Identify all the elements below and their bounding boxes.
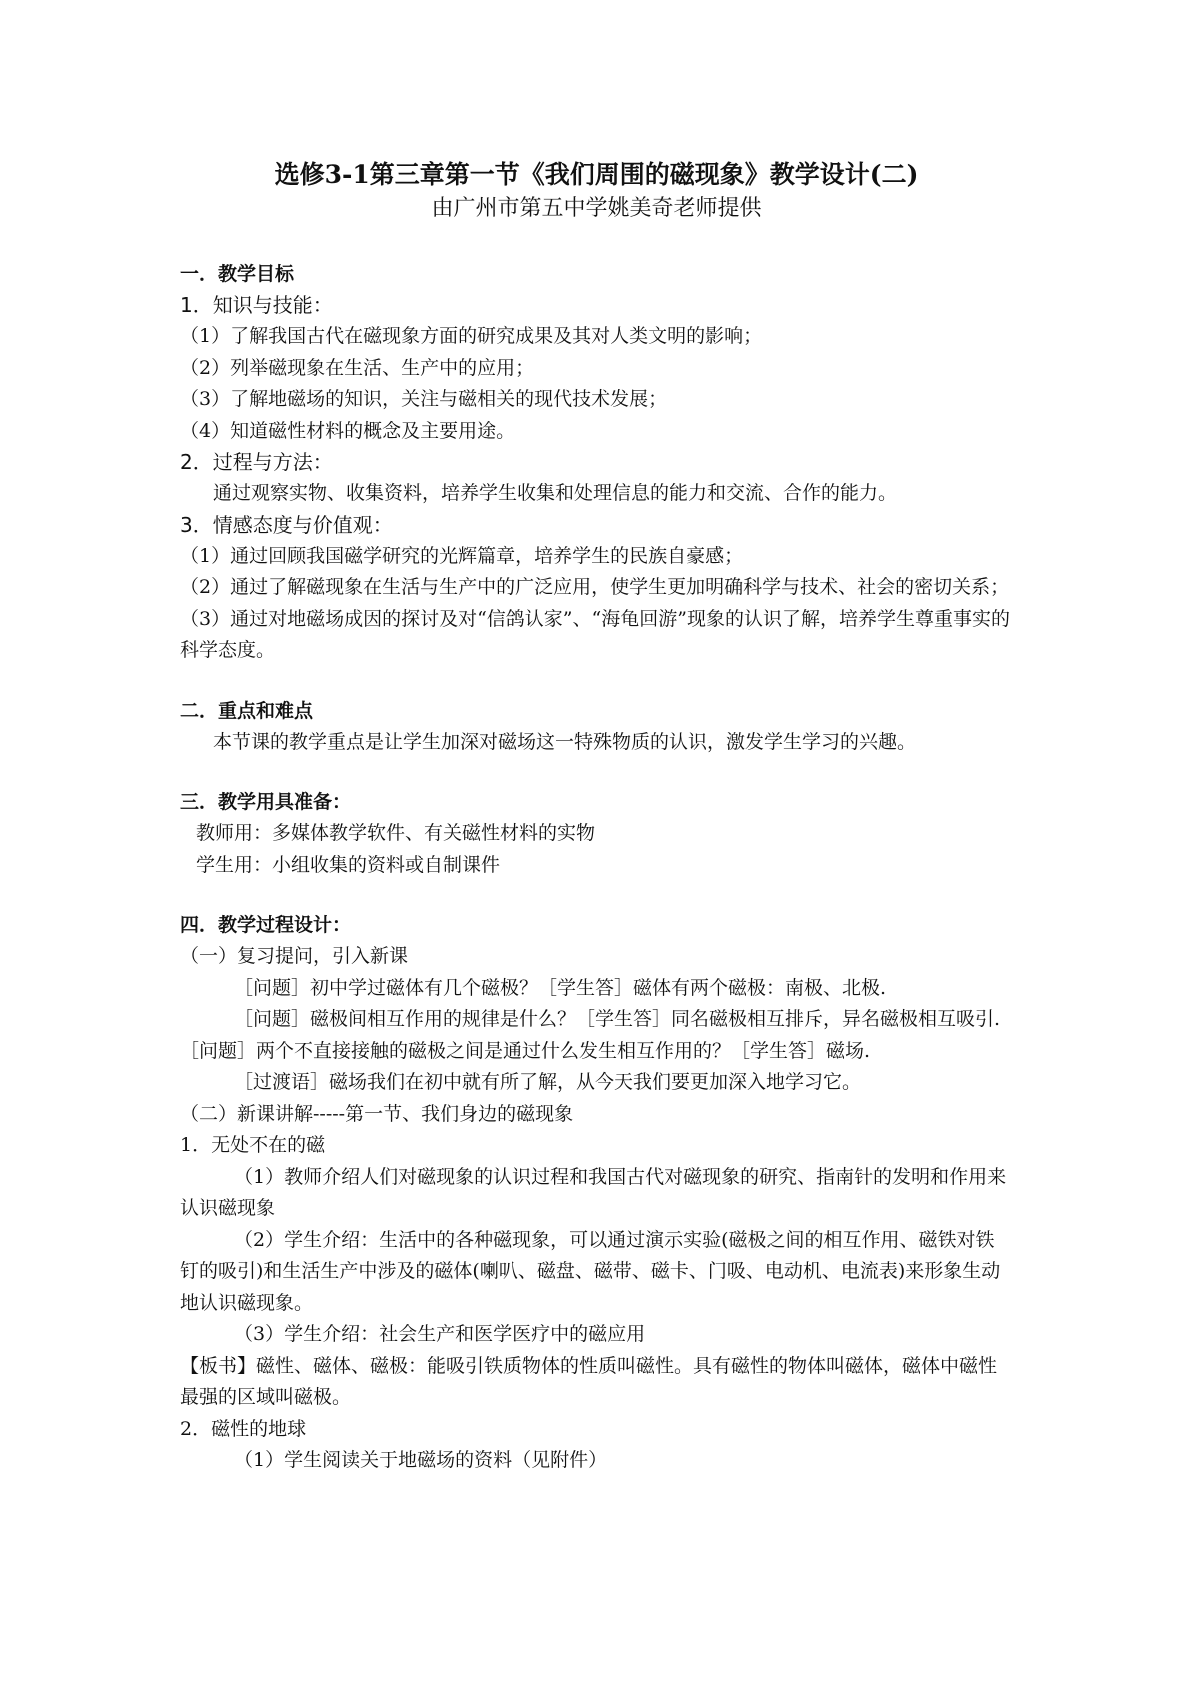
paragraph: （3）学生介绍：社会生产和医学医疗中的磁应用 bbox=[234, 1323, 646, 1345]
document-subtitle: 由广州市第五中学姚美奇老师提供 bbox=[431, 196, 762, 221]
section-1-sub-1-heading: 1．知识与技能： bbox=[180, 293, 333, 317]
list-item: （2）通过了解磁现象在生活与生产中的广泛应用，使学生更加明确科学与技术、社会的密切关系； bbox=[180, 576, 1010, 598]
list-item: 学生用：小组收集的资料或自制课件 bbox=[196, 853, 501, 876]
paragraph: ［问题］磁极间相互作用的规律是什么？［学生答］同名磁极相互排斥，异名磁极相互吸引. bbox=[234, 1008, 1001, 1030]
paragraph: （1）学生阅读关于地磁场的资料（见附件） bbox=[234, 1449, 608, 1471]
topic-2-heading: 2．磁性的地球 bbox=[180, 1417, 307, 1440]
section-4-heading: 四．教学过程设计： bbox=[180, 914, 352, 936]
paragraph: ［问题］初中学过磁体有几个磁极？［学生答］磁体有两个磁极：南极、北极. bbox=[234, 976, 887, 999]
list-item: （4）知道磁性材料的概念及主要用途。 bbox=[180, 419, 516, 442]
section-1-heading: 一．教学目标 bbox=[180, 263, 295, 285]
list-item: （1）通过回顾我国磁学研究的光辉篇章，培养学生的民族自豪感； bbox=[180, 544, 744, 567]
paragraph: ［问题］两个不直接接触的磁极之间是通过什么发生相互作用的？［学生答］磁场. bbox=[180, 1039, 871, 1062]
paragraph: （2）学生介绍：生活中的各种磁现象，可以通过演示实验(磁极之间的相互作用、磁铁对铁钉的吸引)和生活生产中涉及的磁体(喇叭、磁盘、磁带、磁卡、门吸、电动机、电流表)来形象生动地认识磁现象。 bbox=[180, 1228, 1001, 1314]
list-item: 教师用：多媒体教学软件、有关磁性材料的实物 bbox=[196, 822, 596, 844]
section-1-sub-2-heading: 2．过程与方法： bbox=[180, 450, 333, 474]
paragraph: （1）教师介绍人们对磁现象的认识过程和我国古代对磁现象的研究、指南针的发明和作用来认识磁现象 bbox=[180, 1165, 1007, 1219]
part-2-heading: （二）新课讲解-----第一节、我们身边的磁现象 bbox=[180, 1102, 574, 1125]
list-item: （1）了解我国古代在磁现象方面的研究成果及其对人类文明的影响； bbox=[180, 325, 763, 347]
topic-1-heading: 1．无处不在的磁 bbox=[180, 1134, 326, 1156]
list-item: （2）列举磁现象在生活、生产中的应用； bbox=[180, 356, 535, 379]
section-2-heading: 二．重点和难点 bbox=[180, 699, 314, 722]
document-title: 选修3-1第三章第一节《我们周围的磁现象》教学设计(二) bbox=[274, 160, 919, 189]
section-3-heading: 三．教学用具准备： bbox=[180, 791, 352, 813]
board-note: 【板书】磁性、磁体、磁极：能吸引铁质物体的性质叫磁性。具有磁性的物体叫磁体，磁体中磁性最强的区域叫磁极。 bbox=[180, 1354, 998, 1408]
section-1-sub-3-heading: 3．情感态度与价值观： bbox=[180, 512, 393, 537]
list-item: （3）通过对地磁场成因的探讨及对“信鸽认家”、“海龟回游”现象的认识了解，培养学生尊重事实的科学态度。 bbox=[180, 607, 1010, 661]
paragraph: 通过观察实物、收集资料，培养学生收集和处理信息的能力和交流、合作的能力。 bbox=[213, 482, 898, 504]
part-1-heading: （一）复习提问，引入新课 bbox=[180, 945, 409, 967]
paragraph: ［过渡语］磁场我们在初中就有所了解，从今天我们要更加深入地学习它。 bbox=[234, 1071, 862, 1093]
list-item: （3）了解地磁场的知识，关注与磁相关的现代技术发展； bbox=[180, 388, 668, 410]
paragraph: 本节课的教学重点是让学生加深对磁场这一特殊物质的认识，激发学生学习的兴趣。 bbox=[213, 730, 917, 753]
